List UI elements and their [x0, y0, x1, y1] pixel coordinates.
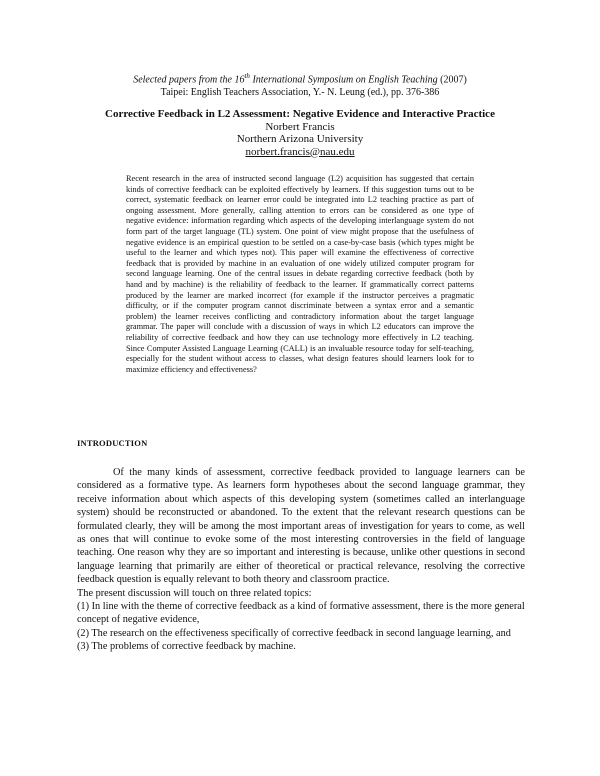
introduction-body: [77, 466, 525, 654]
topic-item-1: (1) In line with the theme of corrective feedback as a kind of formative assessment, there is the more general concept of negative evidence,: [77, 601, 525, 626]
source-header: [0, 70, 600, 99]
topic-item-2: (2) The research on the effectiveness specifically of corrective feedback in second language learning, and: [77, 627, 511, 639]
source-line: [0, 70, 600, 86]
intro-paragraph: Of the many kinds of assessment, corrective feedback provided to language learners can be considered as a formative type. As learners form hypotheses about the second language grammar, they receive information about which aspects of this developing system (sometimes called an interlanguage system) should be reconstructed or abandoned. To the extent that the relevant research questions can be formulated clearly, they will be among the most important areas of investigation for years to come, as well as ones that will continue to evoke some of the most interesting controversies in the field of language teaching. One reason why they are so important and interesting is because, unlike other questions in second language learning that primarily are either of theoretical or practical relevance, resolving the corrective feedback question is equally relevant to both theory and classroom practice.: [77, 467, 525, 586]
source-symposium: International Symposium on English Teaching: [252, 74, 438, 86]
topics-lead: The present discussion will touch on three related topics:: [77, 587, 312, 599]
author-affiliation: Northern Arizona University: [236, 133, 364, 145]
paper-title: Corrective Feedback in L2 Assessment: Negative Evidence and Interactive Practice: [105, 108, 495, 120]
topic-item-3: (3) The problems of corrective feedback by machine.: [77, 641, 296, 653]
abstract: Recent research in the area of instructed second language (L2) acquisition has suggested that certain kinds of corrective feedback can be exploited effectively by learners. If this suggestion turns out to be correct, systematic feedback on learner error could be integrated into L2 teaching practice as part of ongoing assessment. More generally, calling attention to errors can be considered as one type of negative evidence: information regarding which aspects of the developing interlanguage system do not form part of the target language (TL) system. One point of view might propose that the usefulness of negative evidence is an empirical question to be settled on a case-by-case basis (which types might be useful to the learner and which types not). This paper will examine the effectiveness of corrective feedback that is provided by machine in an evaluation of one widely utilized computer program for second language learning. One of the central issues in debate regarding corrective feedback (both by hand and by machine) is the reliability of feedback to the learner. If grammatically correct patterns produced by the learner are marked incorrect (for example if the instructor perceives a pragmatic difficulty, or if the computer program cannot discriminate between a syntax error and a semantic problem) the learner receives conflicting and contradictory information about the target language grammar. The paper will conclude with a discussion of ways in which L2 educators can improve the reliability of corrective feedback and how they can use technology more effectively in L2 teaching. Since Computer Assisted Language Learning (CALL) is an invaluable resource today for self-teaching, especially for the student without access to classes, what design features should learners look for to maximize efficiency and effectiveness?: [126, 174, 474, 374]
author-name: Norbert Francis: [265, 120, 335, 133]
source-year: (2007): [440, 74, 467, 86]
title-block: [0, 108, 600, 158]
publisher-line: Taipei: English Teachers Association, Y.- N. Leung (ed.), pp. 376-386: [160, 87, 440, 99]
section-heading-introduction: INTRODUCTION: [77, 438, 148, 448]
source-prefix: Selected papers from the 16: [133, 74, 245, 86]
author-email-link[interactable]: norbert.francis@nau.edu: [245, 145, 355, 158]
source-ordinal-suffix: th: [244, 72, 250, 80]
